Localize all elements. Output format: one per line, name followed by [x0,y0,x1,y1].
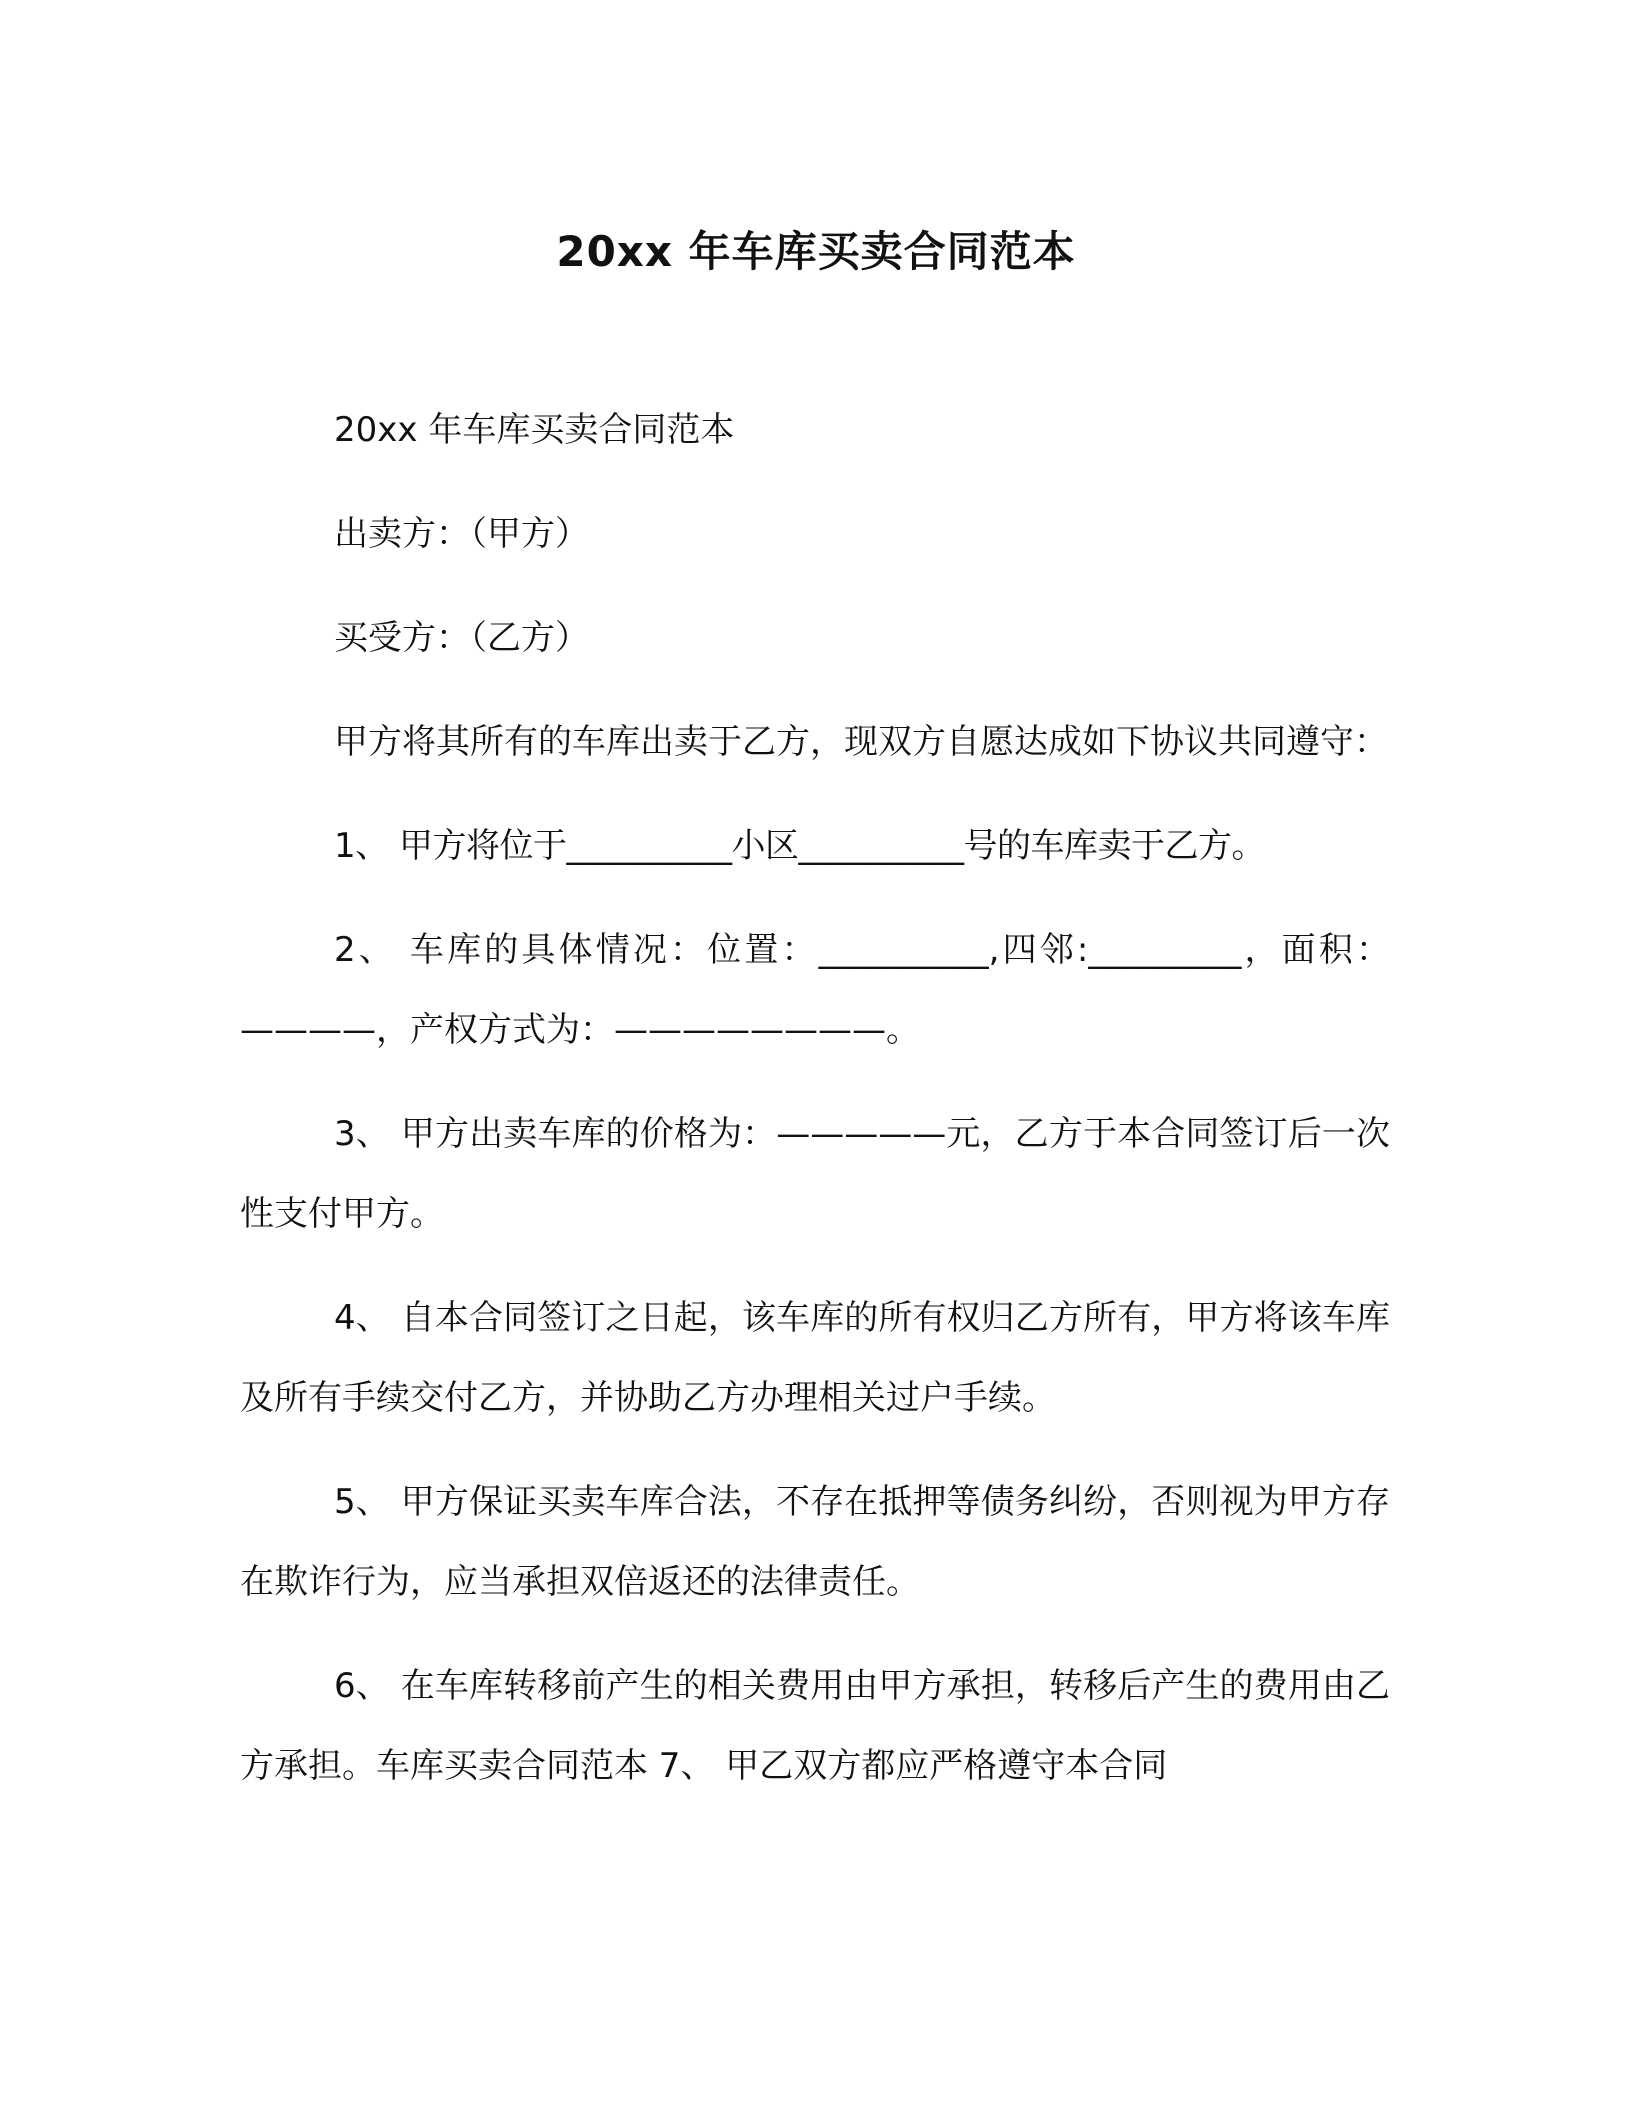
clause-4: 4、 自本合同签订之日起，该车库的所有权归乙方所有，甲方将该车库及所有手续交付乙方，并协助乙方办理相关过户手续。 [240,1298,1390,1418]
paragraph-subtitle: 20xx 年车库买卖合同范本 [334,410,735,450]
paragraph-intro: 甲方将其所有的车库出卖于乙方，现双方自愿达成如下协议共同遵守： [334,722,1388,762]
paragraph-seller: 出卖方：（甲方） [334,514,589,554]
clause-3: 3、 甲方出卖车库的价格为：—————元，乙方于本合同签订后一次性支付甲方。 [240,1114,1390,1234]
document-title: 20xx 年车库买卖合同范本 [556,227,1076,276]
clause-5: 5、 甲方保证买卖车库合法，不存在抵押等债务纠纷，否则视为甲方存在欺诈行为，应当承担双倍返还的法律责任。 [240,1482,1390,1602]
paragraph-buyer: 买受方：（乙方） [334,618,589,658]
clause-2: 2、 车库的具体情况：位置：__________,四邻:_________，面积：————，产权方式为：————————。 [240,930,1390,1050]
document-body [240,390,1390,1830]
clause-1: 1、 甲方将位于__________小区__________号的车库卖于乙方。 [334,826,1265,866]
clause-6: 6、 在车库转移前产生的相关费用由甲方承担，转移后产生的费用由乙方承担。车库买卖合同范本 7、 甲乙双方都应严格遵守本合同 [240,1666,1390,1786]
